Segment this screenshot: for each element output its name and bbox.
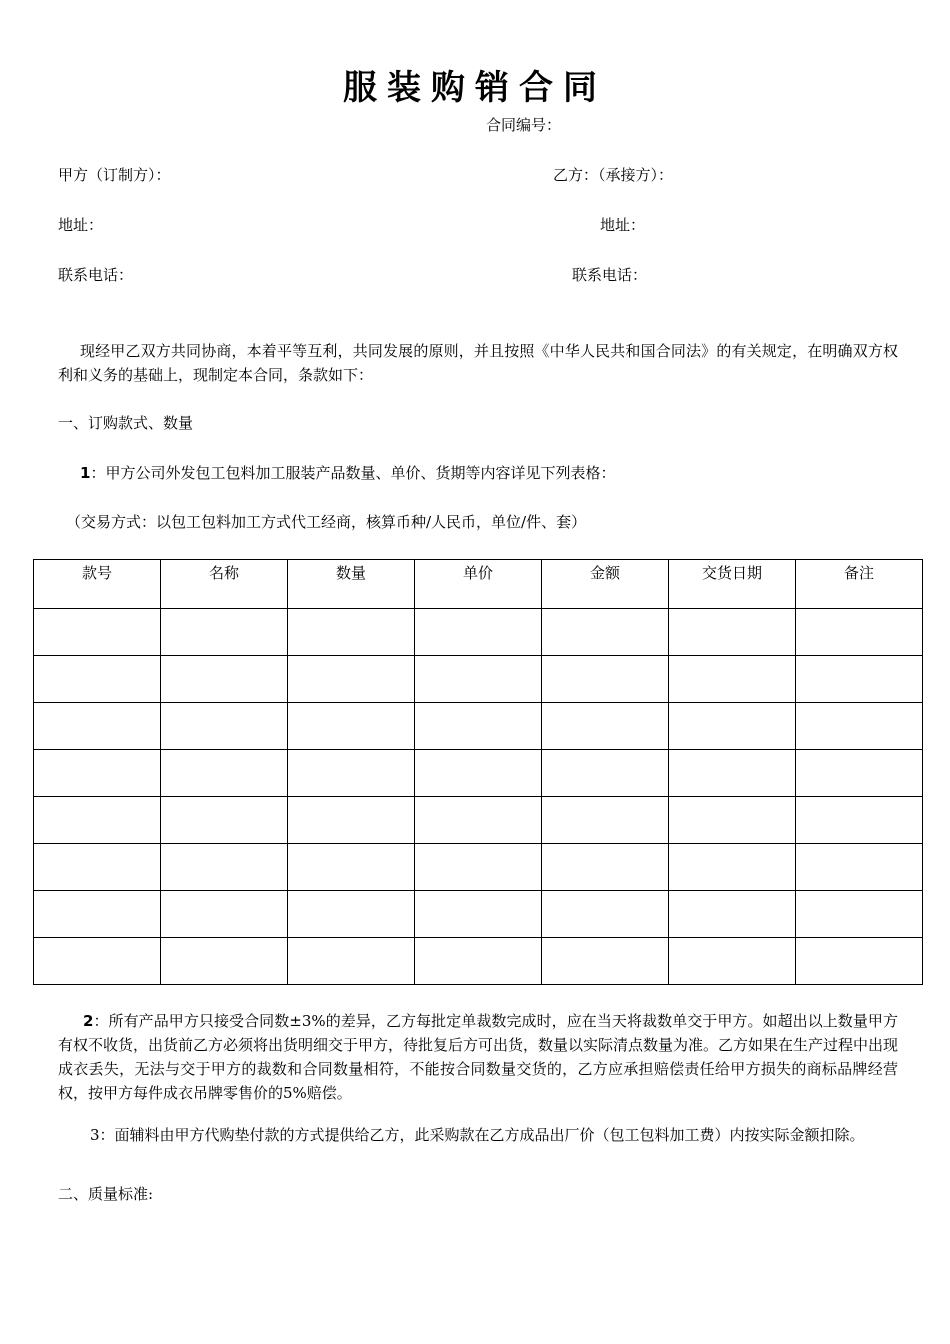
table-cell — [669, 609, 796, 656]
table-cell — [288, 609, 415, 656]
table-cell — [415, 703, 542, 750]
item-1-body: ：甲方公司外发包工包料加工服装产品数量、单价、货期等内容详见下列表格： — [90, 464, 616, 482]
table-cell — [34, 609, 161, 656]
table-cell — [34, 656, 161, 703]
table-cell — [161, 656, 288, 703]
table-cell — [669, 844, 796, 891]
order-table — [33, 559, 923, 985]
table-cell — [415, 891, 542, 938]
table-cell — [796, 656, 923, 703]
section-2-heading: 二、质量标准: — [58, 1185, 154, 1203]
table-cell — [542, 609, 669, 656]
table-cell — [415, 609, 542, 656]
table-cell — [415, 797, 542, 844]
table-cell — [161, 891, 288, 938]
party-b-label: 乙方：（承接方）： — [553, 166, 674, 184]
table-cell — [415, 656, 542, 703]
contract-title: 服装购销合同 — [343, 68, 607, 108]
clause-3-paragraph: 3：面辅料由甲方代购垫付款的方式提供给乙方，此采购款在乙方成品出厂价（包工包料加工费）内按实际金额扣除。 — [90, 1126, 865, 1144]
party-a-label: 甲方（订制方）： — [58, 166, 171, 184]
table-cell — [669, 703, 796, 750]
table-cell — [415, 844, 542, 891]
table-cell — [161, 609, 288, 656]
table-cell — [34, 844, 161, 891]
table-cell — [34, 797, 161, 844]
table-cell — [288, 656, 415, 703]
table-row — [34, 750, 923, 797]
table-cell — [288, 938, 415, 985]
table-cell — [288, 750, 415, 797]
table-cell — [796, 609, 923, 656]
table-cell — [669, 656, 796, 703]
table-cell — [796, 844, 923, 891]
table-cell — [542, 938, 669, 985]
table-cell — [34, 703, 161, 750]
header-delivery-date: 交货日期 — [669, 560, 796, 609]
party-b-address-label: 地址： — [600, 216, 646, 234]
table-cell — [415, 750, 542, 797]
table-cell — [161, 703, 288, 750]
table-cell — [415, 938, 542, 985]
intro-paragraph: 现经甲乙双方共同协商，本着平等互利，共同发展的原则，并且按照《中华人民共和国合同法》的有关规定，在明确双方权利和义务的基础上，现制定本合同，条款如下： — [58, 342, 898, 384]
table-cell — [669, 750, 796, 797]
table-cell — [796, 703, 923, 750]
header-quantity: 数量 — [288, 560, 415, 609]
party-b-phone-label: 联系电话： — [572, 266, 648, 284]
table-cell — [542, 844, 669, 891]
header-remarks: 备注 — [796, 560, 923, 609]
party-a-phone-label: 联系电话： — [58, 266, 134, 284]
clause-2-paragraph — [58, 1009, 898, 1105]
table-cell — [161, 750, 288, 797]
table-cell — [34, 750, 161, 797]
table-cell — [288, 844, 415, 891]
table-cell — [34, 938, 161, 985]
table-cell — [161, 797, 288, 844]
table-cell — [669, 797, 796, 844]
table-row — [34, 797, 923, 844]
item-1-number: 1 — [80, 464, 91, 482]
table-cell — [288, 891, 415, 938]
table-row — [34, 609, 923, 656]
trade-method-note: （交易方式：以包工包料加工方式代工经商，核算币种/人民币，单位/件、套） — [66, 513, 587, 531]
table-row — [34, 891, 923, 938]
table-cell — [34, 891, 161, 938]
table-cell — [669, 891, 796, 938]
table-cell — [796, 891, 923, 938]
table-cell — [542, 891, 669, 938]
table-cell — [542, 797, 669, 844]
table-row — [34, 656, 923, 703]
contract-number-label: 合同编号： — [486, 116, 562, 134]
header-style-no: 款号 — [34, 560, 161, 609]
header-name: 名称 — [161, 560, 288, 609]
table-cell — [288, 797, 415, 844]
table-cell — [288, 703, 415, 750]
table-cell — [542, 656, 669, 703]
table-cell — [161, 938, 288, 985]
table-cell — [161, 844, 288, 891]
party-a-address-label: 地址： — [58, 216, 104, 234]
table-cell — [796, 797, 923, 844]
table-cell — [796, 938, 923, 985]
table-cell — [796, 750, 923, 797]
table-cell — [542, 703, 669, 750]
header-amount: 金额 — [542, 560, 669, 609]
clause-2-body: ：所有产品甲方只接受合同数±3%的差异，乙方每批定单裁数完成时，应在当天将裁数单交于甲方。如超出以上数量甲方有权不收货，出货前乙方必须将出货明细交于甲方，待批复后方可出货，数量以实际清点数量为准。乙方如果在生产过程中出现成衣丢失，无法与交于甲方的裁数和合同数量相符，不能按合同数量交货的，乙方应承担赔偿责任给甲方损失的商标品牌经营权，按甲方每件成衣吊牌零售价的5%赔偿。 — [58, 1012, 899, 1102]
header-unit-price: 单价 — [415, 560, 542, 609]
item-1-text — [80, 463, 615, 483]
table-cell — [542, 750, 669, 797]
table-row — [34, 703, 923, 750]
clause-2-number: 2 — [83, 1012, 94, 1030]
table-cell — [669, 938, 796, 985]
section-1-heading: 一、订购款式、数量 — [58, 414, 194, 432]
table-row — [34, 938, 923, 985]
table-row — [34, 844, 923, 891]
table-header-row — [34, 560, 923, 609]
